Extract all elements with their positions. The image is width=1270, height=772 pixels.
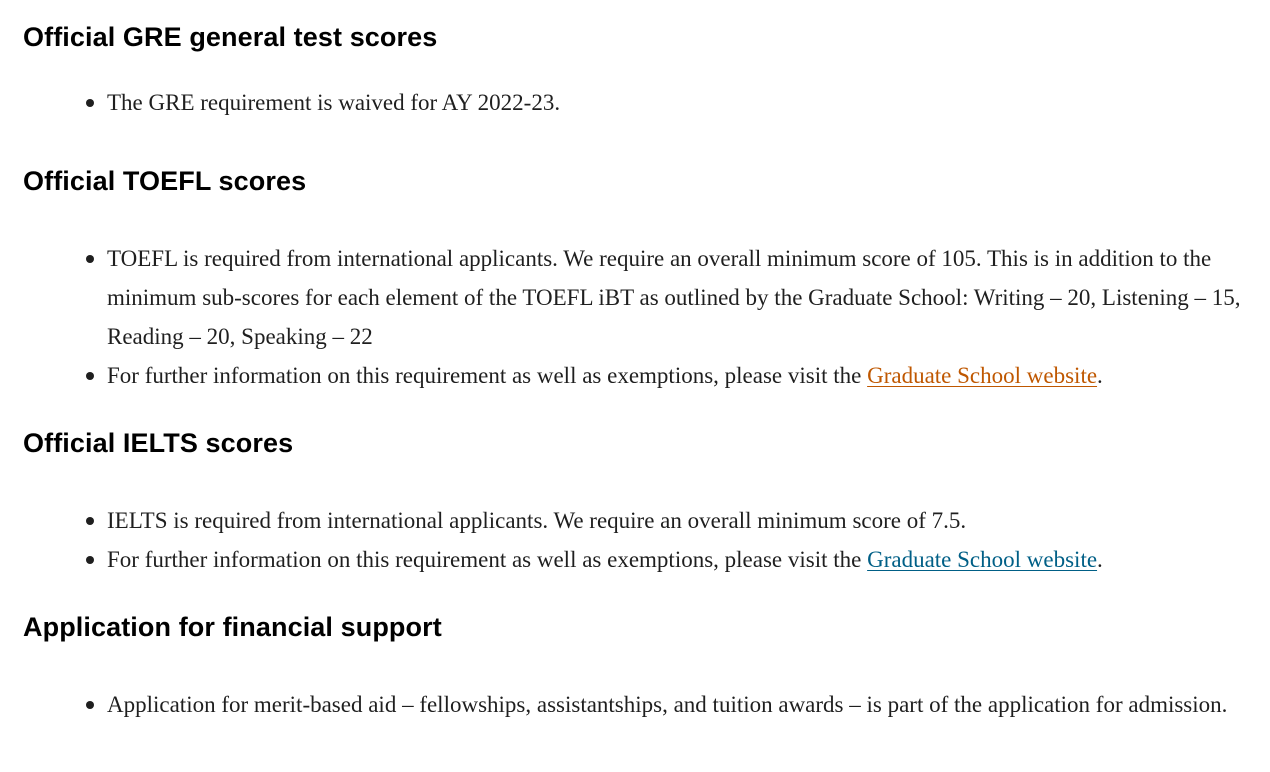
list-item xyxy=(107,540,1243,579)
section-toefl xyxy=(23,164,1243,395)
list-item-text-suffix: . xyxy=(1097,547,1103,572)
list-item xyxy=(107,501,1243,540)
section-heading-toefl: Official TOEFL scores xyxy=(23,166,307,196)
section-financial-support xyxy=(23,610,1243,724)
list-item xyxy=(107,356,1243,395)
bullet-icon xyxy=(86,556,94,564)
bullet-list-gre xyxy=(23,83,1243,122)
list-item xyxy=(107,685,1243,724)
section-heading-financial-support: Application for financial support xyxy=(23,612,442,642)
bullet-icon xyxy=(86,517,94,525)
list-item-text-prefix: For further information on this requirement as well as exemptions, please visit the xyxy=(107,547,868,572)
bullet-icon xyxy=(86,99,94,107)
bullet-list-financial-support xyxy=(23,685,1243,724)
section-heading-ielts: Official IELTS scores xyxy=(23,428,294,458)
list-item-text: IELTS is required from international applicants. We require an overall minimum score of 7.5. xyxy=(107,508,967,533)
list-item-text-suffix: . xyxy=(1097,363,1103,388)
section-heading-gre: Official GRE general test scores xyxy=(23,22,438,52)
list-item-text: TOEFL is required from international applicants. We require an overall minimum score of 105. This is in addition to the minimum sub-scores for each element of the TOEFL iBT as outlined by the Graduate School: Writing – 20, Listening – 15, Reading – 20, Speaking – 22 xyxy=(107,246,1241,349)
graduate-school-website-link[interactable]: Graduate School website xyxy=(867,547,1098,572)
list-item-text: Application for merit-based aid – fellowships, assistantships, and tuition awards – is part of the application for admission. xyxy=(107,692,1228,717)
bullet-list-ielts xyxy=(23,501,1243,579)
graduate-school-website-link[interactable]: Graduate School website xyxy=(867,363,1098,388)
bullet-icon xyxy=(86,372,94,380)
bullet-icon xyxy=(86,255,94,263)
list-item xyxy=(107,83,1243,122)
list-item xyxy=(107,239,1243,356)
bullet-list-toefl xyxy=(23,239,1243,395)
bullet-icon xyxy=(86,701,94,709)
list-item-text: The GRE requirement is waived for AY 2022-23. xyxy=(107,90,561,115)
list-item-text-prefix: For further information on this requirement as well as exemptions, please visit the xyxy=(107,363,868,388)
section-ielts xyxy=(23,426,1243,579)
section-gre xyxy=(23,20,1243,122)
